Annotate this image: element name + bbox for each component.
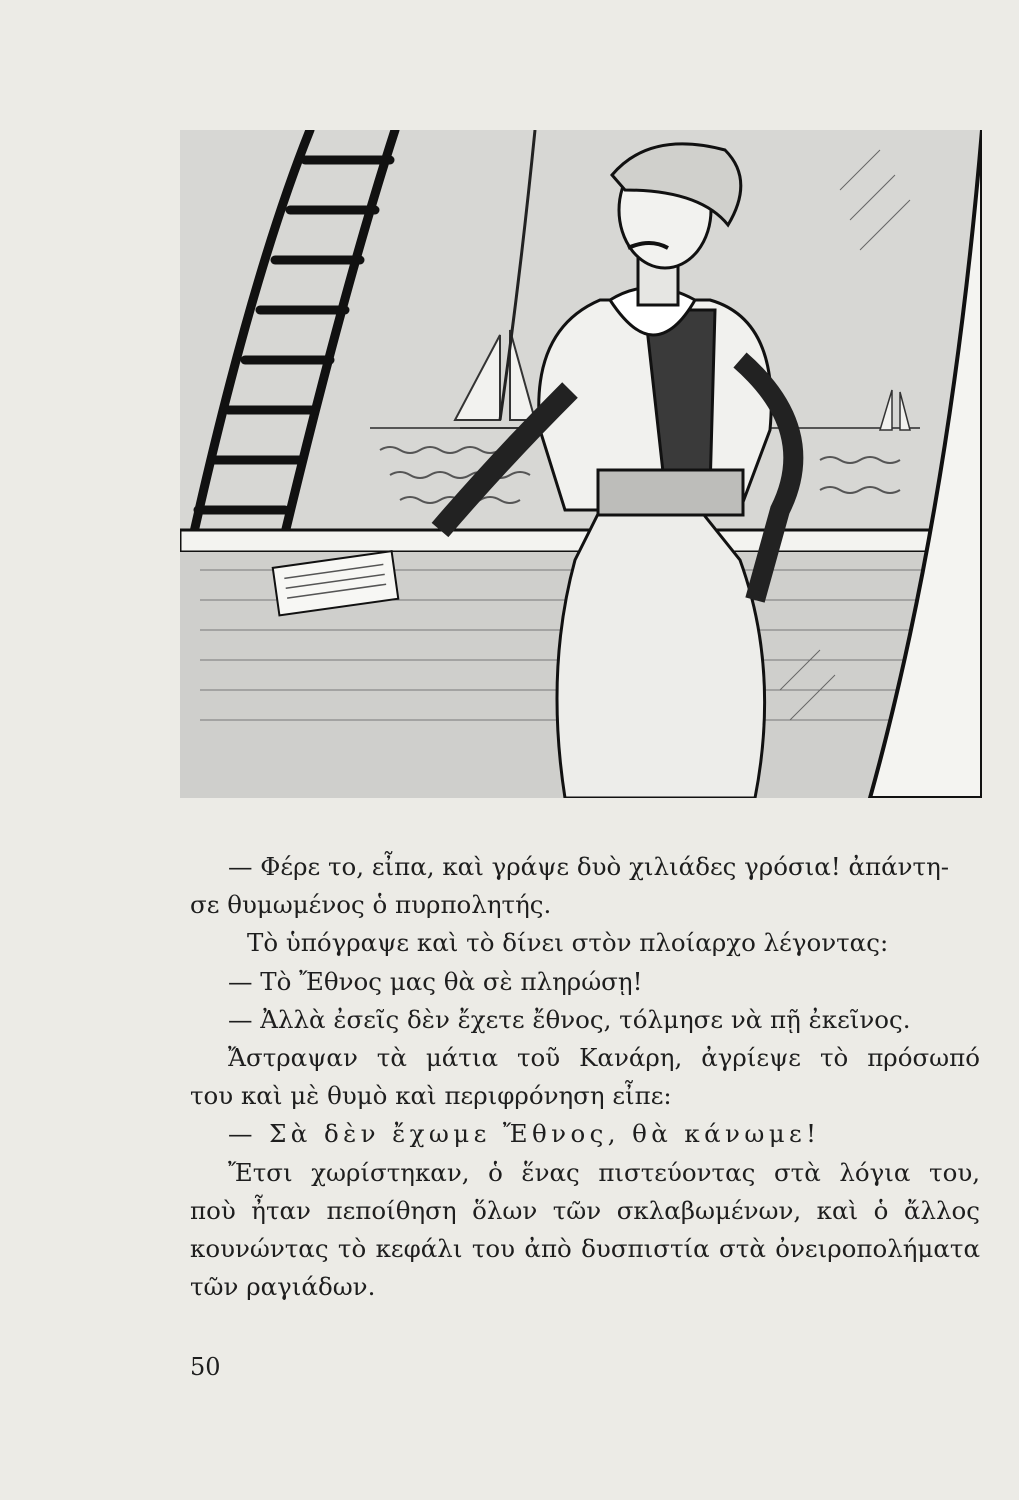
illustration bbox=[180, 130, 982, 798]
text-line: — Τὸ Ἔθνος μας θὰ σὲ πληρώσῃ! bbox=[228, 966, 643, 996]
text-line: Ἄστραψαν τὰ μάτια τοῦ Κανάρη, ἀγρίεψε τὸ πρόσωπό bbox=[228, 1043, 980, 1073]
page-number: 50 bbox=[190, 1353, 221, 1381]
text-line: — Σὰ δὲν ἔχωμε Ἔθνος, θὰ κάνωμε! bbox=[228, 1119, 821, 1149]
text-line: — Φέρε το, εἶπα, καὶ γράψε δυὸ χιλιάδες γρόσια! ἀπάντη- bbox=[228, 852, 950, 881]
text-line: τῶν ραγιάδων. bbox=[190, 1272, 376, 1302]
body-text bbox=[190, 848, 980, 1306]
text-line: ποὺ ἦταν πεποίθηση ὅλων τῶν σκλαβωμένων, καὶ ὁ ἄλλος bbox=[190, 1195, 980, 1225]
text-line: Ἔτσι χωρίστηκαν, ὁ ἕνας πιστεύοντας στὰ λόγια του, bbox=[228, 1157, 980, 1187]
text-line: Τὸ ὑπόγραψε καὶ τὸ δίνει στὸν πλοίαρχο λέγοντας: bbox=[247, 928, 889, 958]
text-line: του καὶ μὲ θυμὸ καὶ περιφρόνηση εἶπε: bbox=[190, 1081, 672, 1111]
text-line: κουνώντας τὸ κεφάλι του ἀπὸ δυσπιστία στὰ ὀνειροπολήματα bbox=[190, 1234, 980, 1264]
text-line: σε θυμωμένος ὁ πυρπολητής. bbox=[190, 890, 552, 920]
text-line: — Ἀλλὰ ἐσεῖς δὲν ἔχετε ἔθνος, τόλμησε νὰ πῇ ἐκεῖνος. bbox=[228, 1004, 911, 1034]
sailor-illustration bbox=[180, 130, 982, 798]
